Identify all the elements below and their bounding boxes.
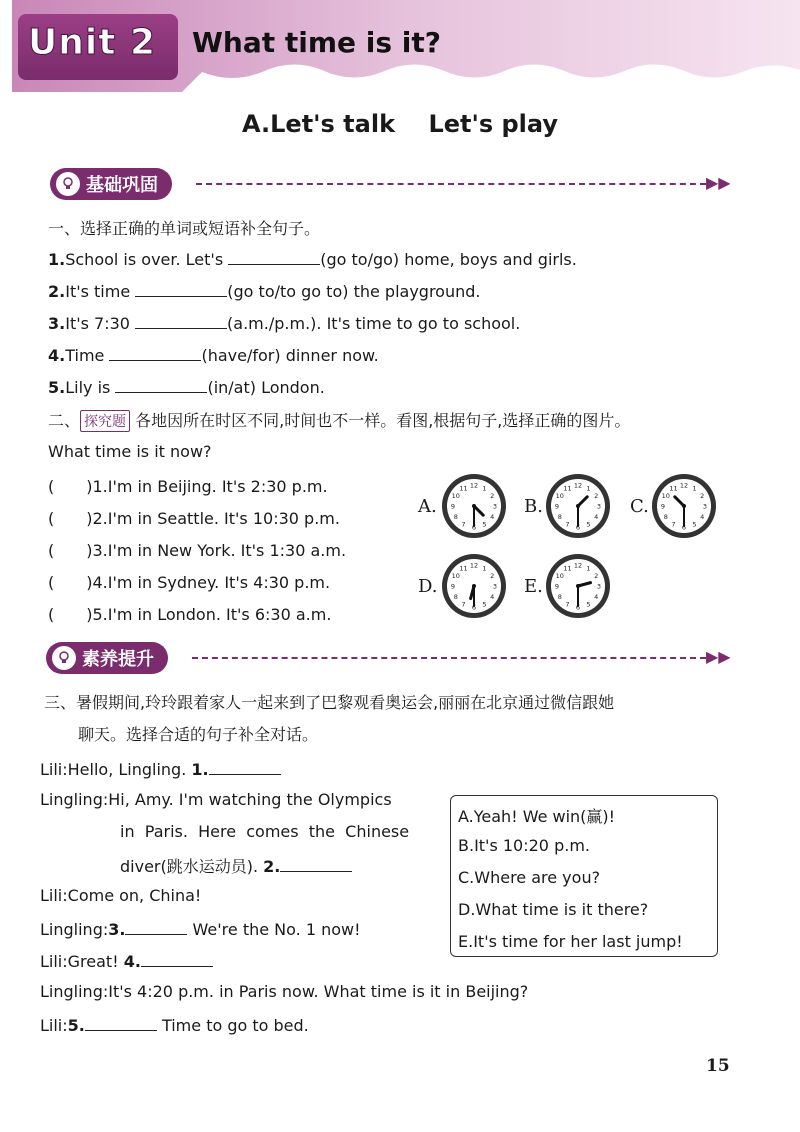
- section-advance-label: 素养提升: [82, 649, 154, 670]
- inquiry-tag: 探究题: [80, 410, 130, 432]
- answer-blank[interactable]: [141, 950, 213, 967]
- clock-numeral: 5: [692, 520, 697, 529]
- dialog-line-2: Lingling:Hi, Amy. I'm watching the Olympics: [40, 790, 392, 809]
- clock-numeral: 8: [557, 513, 562, 521]
- clock-numeral: 11: [459, 564, 468, 573]
- clock-numeral: 12: [469, 561, 479, 570]
- clock-numeral: 12: [573, 481, 583, 490]
- clock-numeral: 3: [492, 582, 498, 591]
- dialog-line-7: Lili:Great! 4.: [40, 950, 213, 971]
- clock-numeral: 10: [451, 572, 460, 580]
- clock-numeral: 6: [575, 603, 581, 612]
- unit-title: What time is it?: [192, 26, 441, 59]
- clock-numeral: 3: [702, 502, 708, 511]
- clock-numeral: 11: [459, 484, 468, 493]
- part2-item-3: ( )3.I'm in New York. It's 1:30 a.m.: [48, 541, 347, 560]
- clock-numeral: 7: [461, 520, 466, 529]
- clock-numeral: 5: [586, 600, 591, 609]
- clock-d-icon: [440, 552, 508, 620]
- part1-heading: 一、选择正确的单词或短语补全句子。: [48, 219, 321, 238]
- part3-heading-line2: 聊天。选择合适的句子补全对话。: [78, 725, 319, 744]
- part2-item-5: ( )5.I'm in London. It's 6:30 a.m.: [48, 605, 332, 624]
- clock-numeral: 9: [450, 502, 456, 511]
- clock-numeral: 1: [586, 564, 591, 573]
- lightbulb-icon: [56, 172, 80, 196]
- clock-numeral: 6: [471, 603, 477, 612]
- clock-numeral: 2: [594, 492, 599, 500]
- part2-item-2: ( )2.I'm in Seattle. It's 10:30 p.m.: [48, 509, 340, 528]
- answer-blank[interactable]: [209, 758, 281, 775]
- clock-numeral: 2: [490, 572, 495, 580]
- clock-numeral: 7: [565, 520, 570, 529]
- clock-numeral: 3: [596, 582, 602, 591]
- clock-numeral: 1: [482, 564, 487, 573]
- section-advance-badge: [46, 642, 168, 674]
- option-b: B.It's 10:20 p.m.: [458, 836, 590, 855]
- clock-numeral: 5: [586, 520, 591, 529]
- part1-item-2: 2.It's time (go to/to go to) the playground.: [48, 282, 481, 301]
- clock-numeral: 11: [563, 564, 572, 573]
- section-basic-badge: [50, 168, 172, 200]
- dialog-line-8: Lingling:It's 4:20 p.m. in Paris now. What time is it in Beijing?: [40, 982, 529, 1001]
- page-number: 15: [706, 1056, 730, 1076]
- unit-label: Unit 2: [28, 22, 156, 63]
- answer-blank[interactable]: [280, 855, 352, 872]
- clock-numeral: 2: [700, 492, 705, 500]
- clock-numeral: 8: [663, 513, 668, 521]
- option-d: D.What time is it there?: [458, 900, 649, 919]
- clock-numeral: 11: [669, 484, 678, 493]
- answer-blank[interactable]: [109, 344, 201, 361]
- dialog-line-1: Lili:Hello, Lingling. 1.: [40, 758, 281, 779]
- section-basic-label: 基础巩固: [86, 175, 158, 196]
- clock-b-label: B.: [524, 496, 543, 517]
- clock-numeral: 4: [700, 513, 705, 521]
- answer-blank[interactable]: [115, 376, 207, 393]
- clock-numeral: 10: [555, 492, 564, 500]
- answer-blank[interactable]: [85, 1014, 157, 1031]
- part1-item-1: 1.School is over. Let's (go to/go) home, boys and girls.: [48, 250, 577, 269]
- clock-c-icon: [650, 472, 718, 540]
- clock-numeral: 10: [555, 572, 564, 580]
- clock-numeral: 12: [573, 561, 583, 570]
- clock-numeral: 8: [557, 593, 562, 601]
- option-c: C.Where are you?: [458, 868, 601, 887]
- clock-numeral: 1: [692, 484, 697, 493]
- clock-b-icon: [544, 472, 612, 540]
- answer-blank[interactable]: [228, 248, 320, 265]
- lightbulb-icon: [52, 646, 76, 670]
- answer-blank[interactable]: [135, 280, 227, 297]
- clock-numeral: 1: [586, 484, 591, 493]
- clock-numeral: 1: [482, 484, 487, 493]
- clock-numeral: 9: [554, 502, 560, 511]
- dialog-line-4: diver(跳水运动员). 2.: [120, 854, 352, 877]
- part2-heading: 二、 探究题 各地因所在时区不同,时间也不一样。看图,根据句子,选择正确的图片。: [48, 411, 631, 430]
- clock-numeral: 9: [450, 582, 456, 591]
- option-e: E.It's time for her last jump!: [458, 932, 683, 951]
- clock-numeral: 5: [482, 520, 487, 529]
- clock-numeral: 8: [453, 593, 458, 601]
- dialog-line-5: Lili:Come on, China!: [40, 886, 202, 905]
- dialog-line-9: Lili:5. Time to go to bed.: [40, 1016, 309, 1035]
- clock-numeral: 6: [471, 523, 477, 532]
- clock-a-icon: [440, 472, 508, 540]
- clock-numeral: 2: [490, 492, 495, 500]
- clock-numeral: 7: [461, 600, 466, 609]
- answer-blank[interactable]: [135, 312, 227, 329]
- clock-numeral: 2: [594, 572, 599, 580]
- part1-item-5: 5.Lily is (in/at) London.: [48, 378, 325, 397]
- dialog-line-3: in Paris. Here comes the Chinese: [120, 822, 410, 841]
- clock-numeral: 9: [554, 582, 560, 591]
- part2-item-4: ( )4.I'm in Sydney. It's 4:30 p.m.: [48, 573, 331, 592]
- double-arrow-icon: ▶▶: [706, 647, 731, 666]
- clock-numeral: 6: [681, 523, 687, 532]
- part2-question: What time is it now?: [48, 442, 212, 461]
- lesson-subtitle: A.Let's talk Let's play: [242, 110, 558, 138]
- clock-d-label: D.: [418, 576, 438, 597]
- answer-blank[interactable]: [125, 918, 187, 935]
- part3-heading-line1: 三、暑假期间,玲玲跟着家人一起来到了巴黎观看奥运会,丽丽在北京通过微信跟她: [44, 693, 615, 712]
- clock-numeral: 8: [453, 513, 458, 521]
- part1-item-4: 4.Time (have/for) dinner now.: [48, 346, 379, 365]
- clock-numeral: 6: [575, 523, 581, 532]
- clock-numeral: 3: [596, 502, 602, 511]
- clock-numeral: 4: [490, 513, 495, 521]
- clock-numeral: 5: [482, 600, 487, 609]
- clock-numeral: 7: [565, 600, 570, 609]
- clock-numeral: 9: [660, 502, 666, 511]
- dialog-line-6: Lingling:3. We're the No. 1 now!: [40, 920, 361, 939]
- clock-numeral: 12: [679, 481, 689, 490]
- clock-numeral: 4: [594, 513, 599, 521]
- part1-item-3: 3.It's 7:30 (a.m./p.m.). It's time to go to school.: [48, 314, 521, 333]
- section-divider: [192, 657, 706, 659]
- clock-numeral: 7: [671, 520, 676, 529]
- double-arrow-icon: ▶▶: [706, 173, 731, 192]
- clock-e-icon: [544, 552, 612, 620]
- clock-c-label: C.: [630, 496, 649, 517]
- clock-numeral: 3: [492, 502, 498, 511]
- part2-item-1: ( )1.I'm in Beijing. It's 2:30 p.m.: [48, 477, 328, 496]
- clock-numeral: 4: [490, 593, 495, 601]
- section-divider: [196, 183, 706, 185]
- clock-e-label: E.: [524, 576, 543, 597]
- clock-a-label: A.: [418, 496, 437, 517]
- option-a: A.Yeah! We win(赢)!: [458, 807, 616, 826]
- clock-numeral: 12: [469, 481, 479, 490]
- clock-numeral: 11: [563, 484, 572, 493]
- clock-numeral: 4: [594, 593, 599, 601]
- clock-numeral: 10: [661, 492, 670, 500]
- clock-numeral: 10: [451, 492, 460, 500]
